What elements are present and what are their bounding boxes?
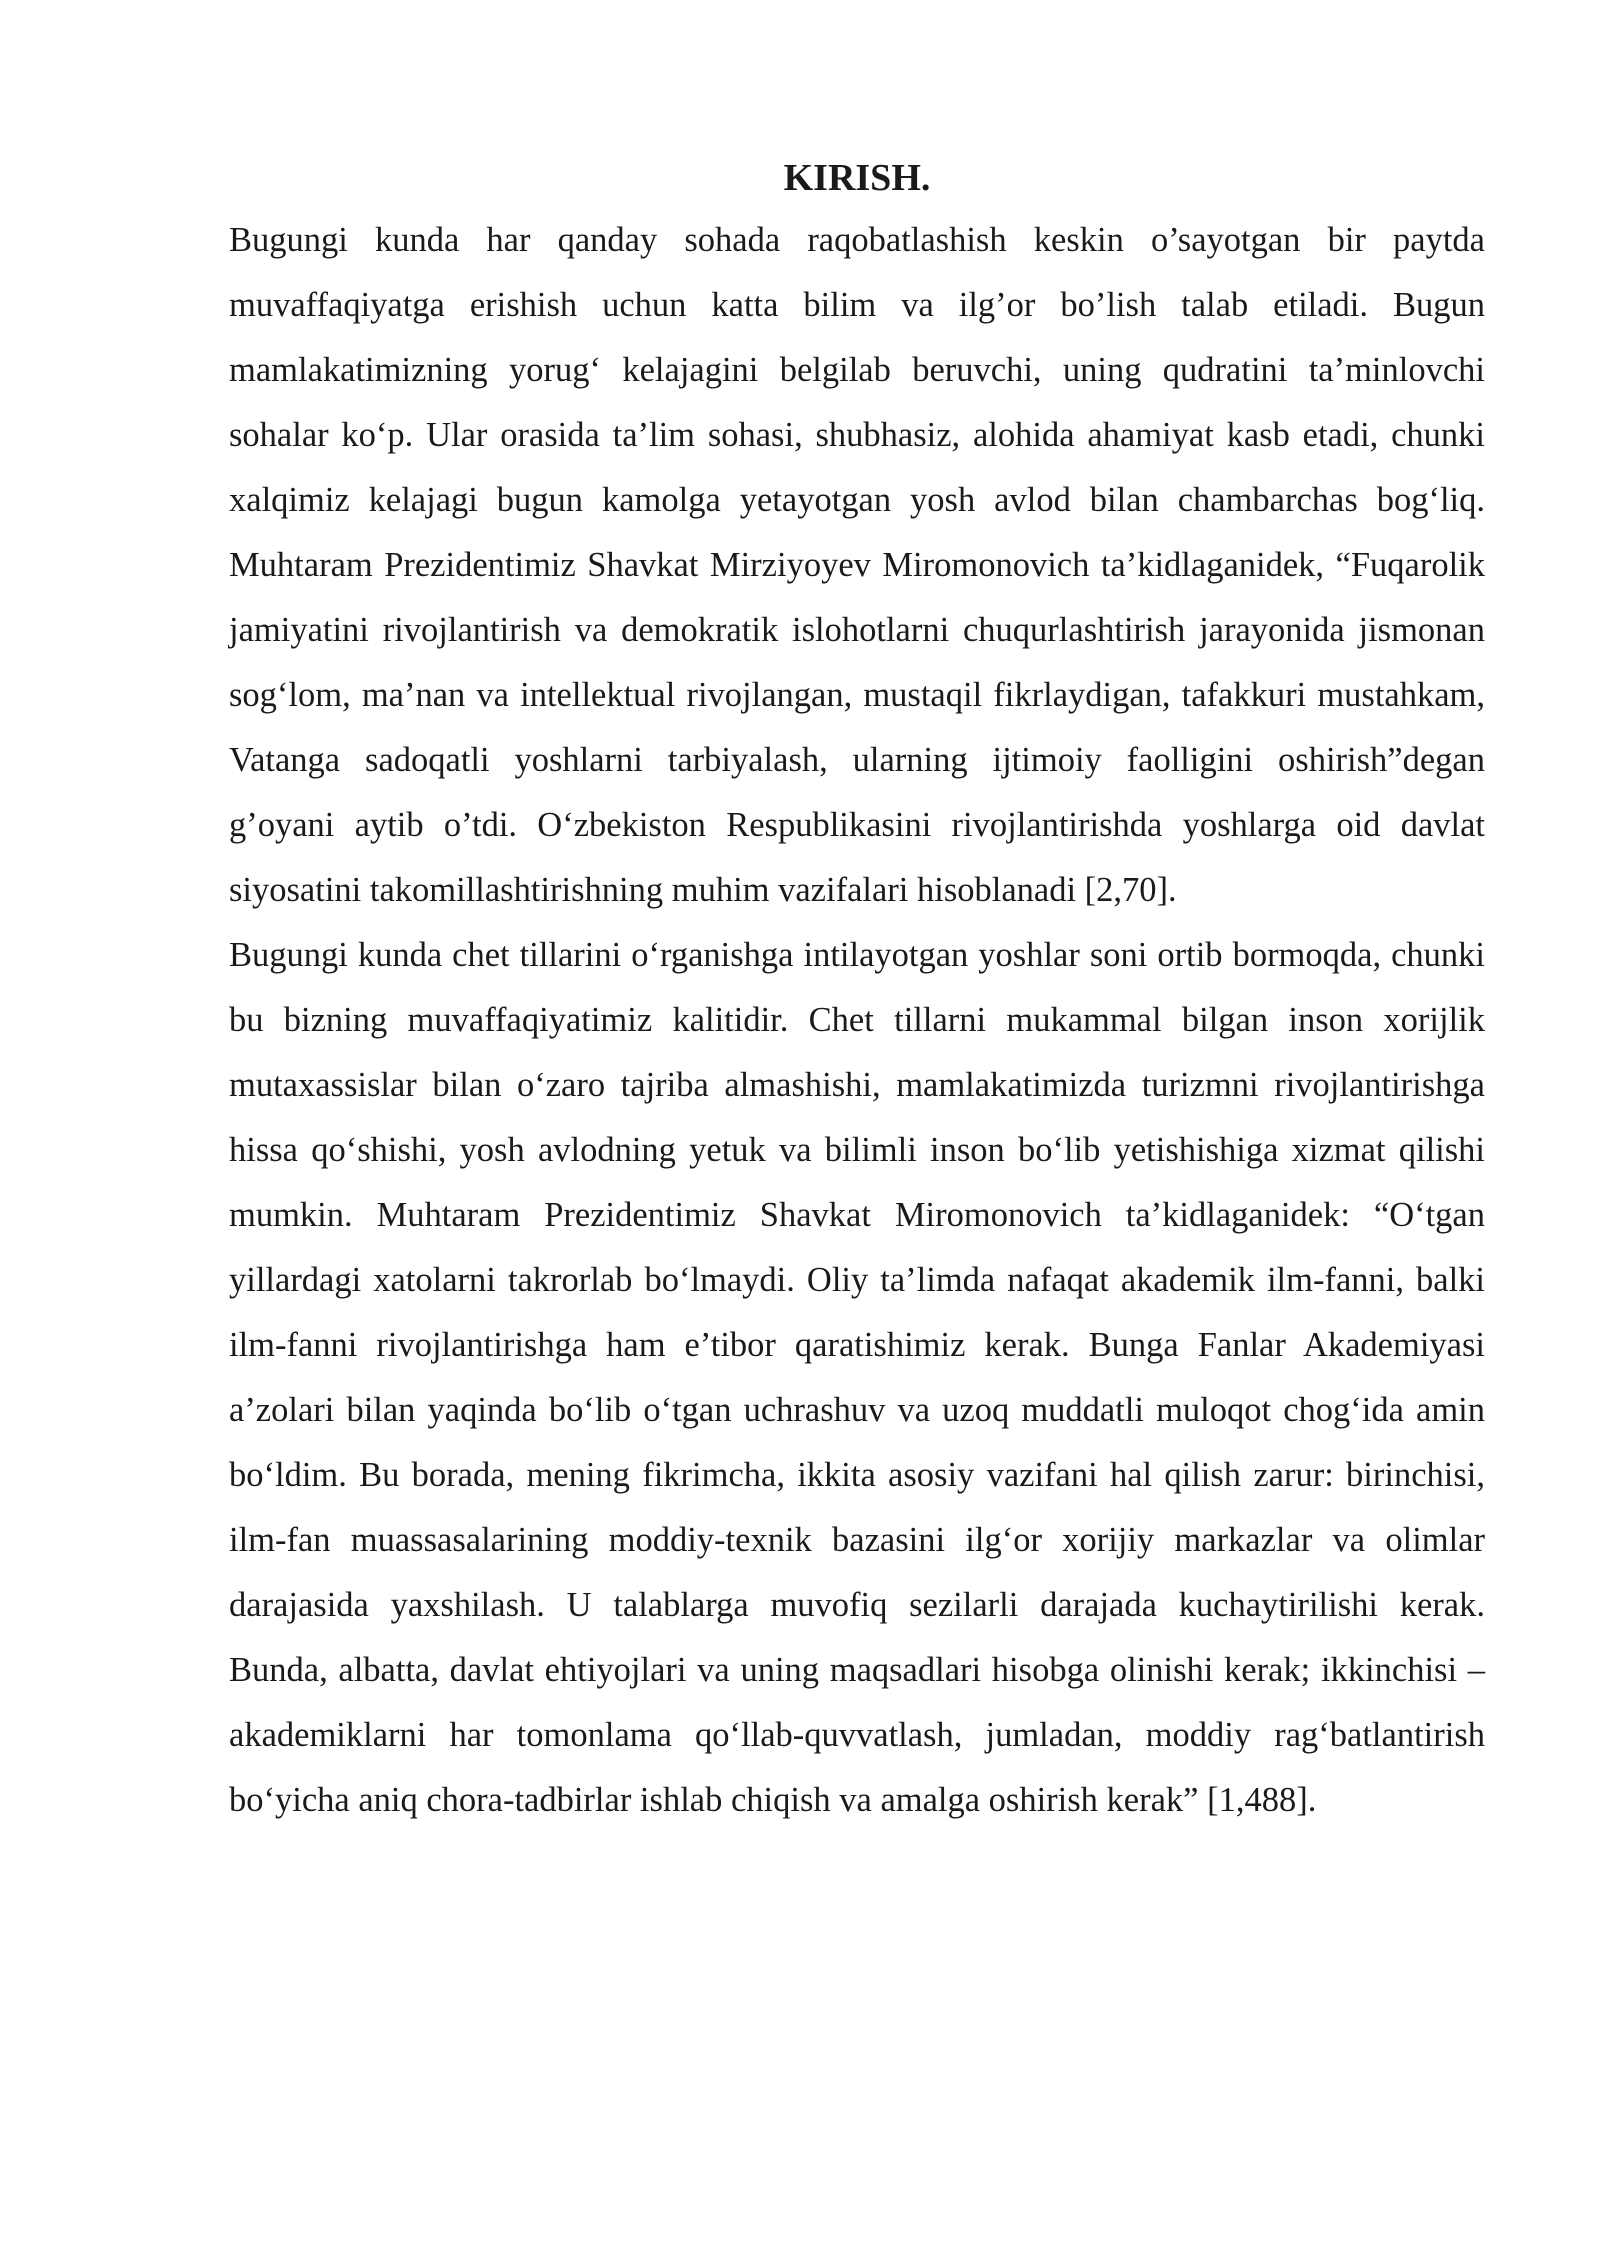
paragraph-2: Bugungi kunda chet tillarini o‘rganishga intilayotgan yoshlar soni ortib bormoqda, chunki bu bizning muvaffaqiyatimiz kalitidir. Chet tillarni mukammal bilgan inson xorijlik mutaxassislar bilan o‘zaro tajriba almashishi, mamlakatimizda turizmni rivojlantirishga hissa qo‘shishi, yosh avlodning yetuk va bilimli inson bo‘lib yetishishiga xizmat qilishi mumkin. Muhtaram Prezidentimiz Shavkat Miromonovich ta’kidlaganidek: “O‘tgan yillardagi xatolarni takrorlab bo‘lmaydi. Oliy ta’limda nafaqat akademik ilm-fanni, balki ilm-fanni rivojlantirishga ham e’tibor qaratishimiz kerak. Bunga Fanlar Akademiyasi a’zolari bilan yaqinda bo‘lib o‘tgan uchrashuv va uzoq muddatli muloqot chog‘ida amin bo‘ldim. Bu borada, mening fikrimcha, ikkita asosiy vazifani hal qilish zarur: birinchisi, ilm-fan muassasalarining moddiy-texnik bazasini ilg‘or xorijiy markazlar va olimlar darajasida yaxshilash. U talablarga muvofiq sezilarli darajada kuchaytirilishi kerak. Bunda, albatta, davlat ehtiyojlari va uning maqsadlari hisobga olinishi kerak; ikkinchisi – akademiklarni har tomonlama qo‘llab-quvvatlash, jumladan, moddiy rag‘batlantirish bo‘yicha aniq chora-tadbirlar ishlab chiqish va amalga oshirish kerak” [1,488]. bbox=[229, 936, 1485, 1819]
document-page bbox=[229, 150, 1485, 1833]
page-title: KIRISH. bbox=[783, 157, 931, 199]
paragraph-1: Bugungi kunda har qanday sohada raqobatlashish keskin o’sayotgan bir paytda muvaffaqiyatga erishish uchun katta bilim va ilg’or bo’lish talab etiladi. Bugun mamlakatimizning yorug‘ kelajagini belgilab beruvchi, uning qudratini ta’minlovchi sohalar ko‘p. Ular orasida ta’lim sohasi, shubhasiz, alohida ahamiyat kasb etadi, chunki xalqimiz kelajagi bugun kamolga yetayotgan yosh avlod bilan chambarchas bog‘liq. Muhtaram Prezidentimiz Shavkat Mirziyoyev Miromonovich ta’kidlaganidek, “Fuqarolik jamiyatini rivojlantirish va demokratik islohotlarni chuqurlashtirish jarayonida jismonan sog‘lom, ma’nan va intellektual rivojlangan, mustaqil fikrlaydigan, tafakkuri mustahkam, Vatanga sadoqatli yoshlarni tarbiyalash, ularning ijtimoiy faolligini oshirish”degan g’oyani aytib o’tdi. O‘zbekiston Respublikasini rivojlantirishda yoshlarga oid davlat siyosatini takomillashtirishning muhim vazifalari hisoblanadi [2,70]. bbox=[229, 221, 1485, 909]
